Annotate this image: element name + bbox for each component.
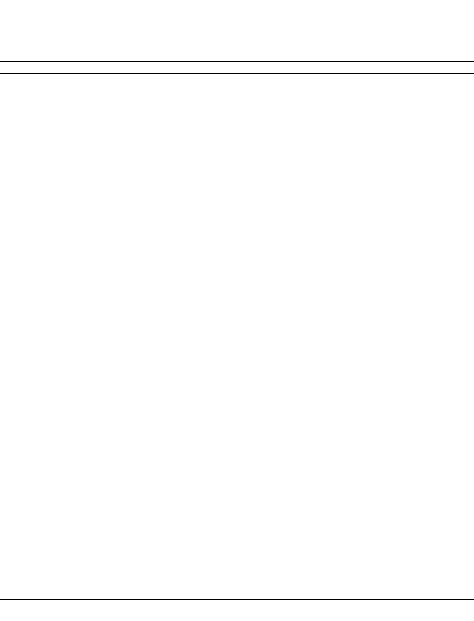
- header-rule: [0, 73, 474, 74]
- column-header-row: [0, 62, 474, 73]
- bottom-rule: [0, 599, 474, 600]
